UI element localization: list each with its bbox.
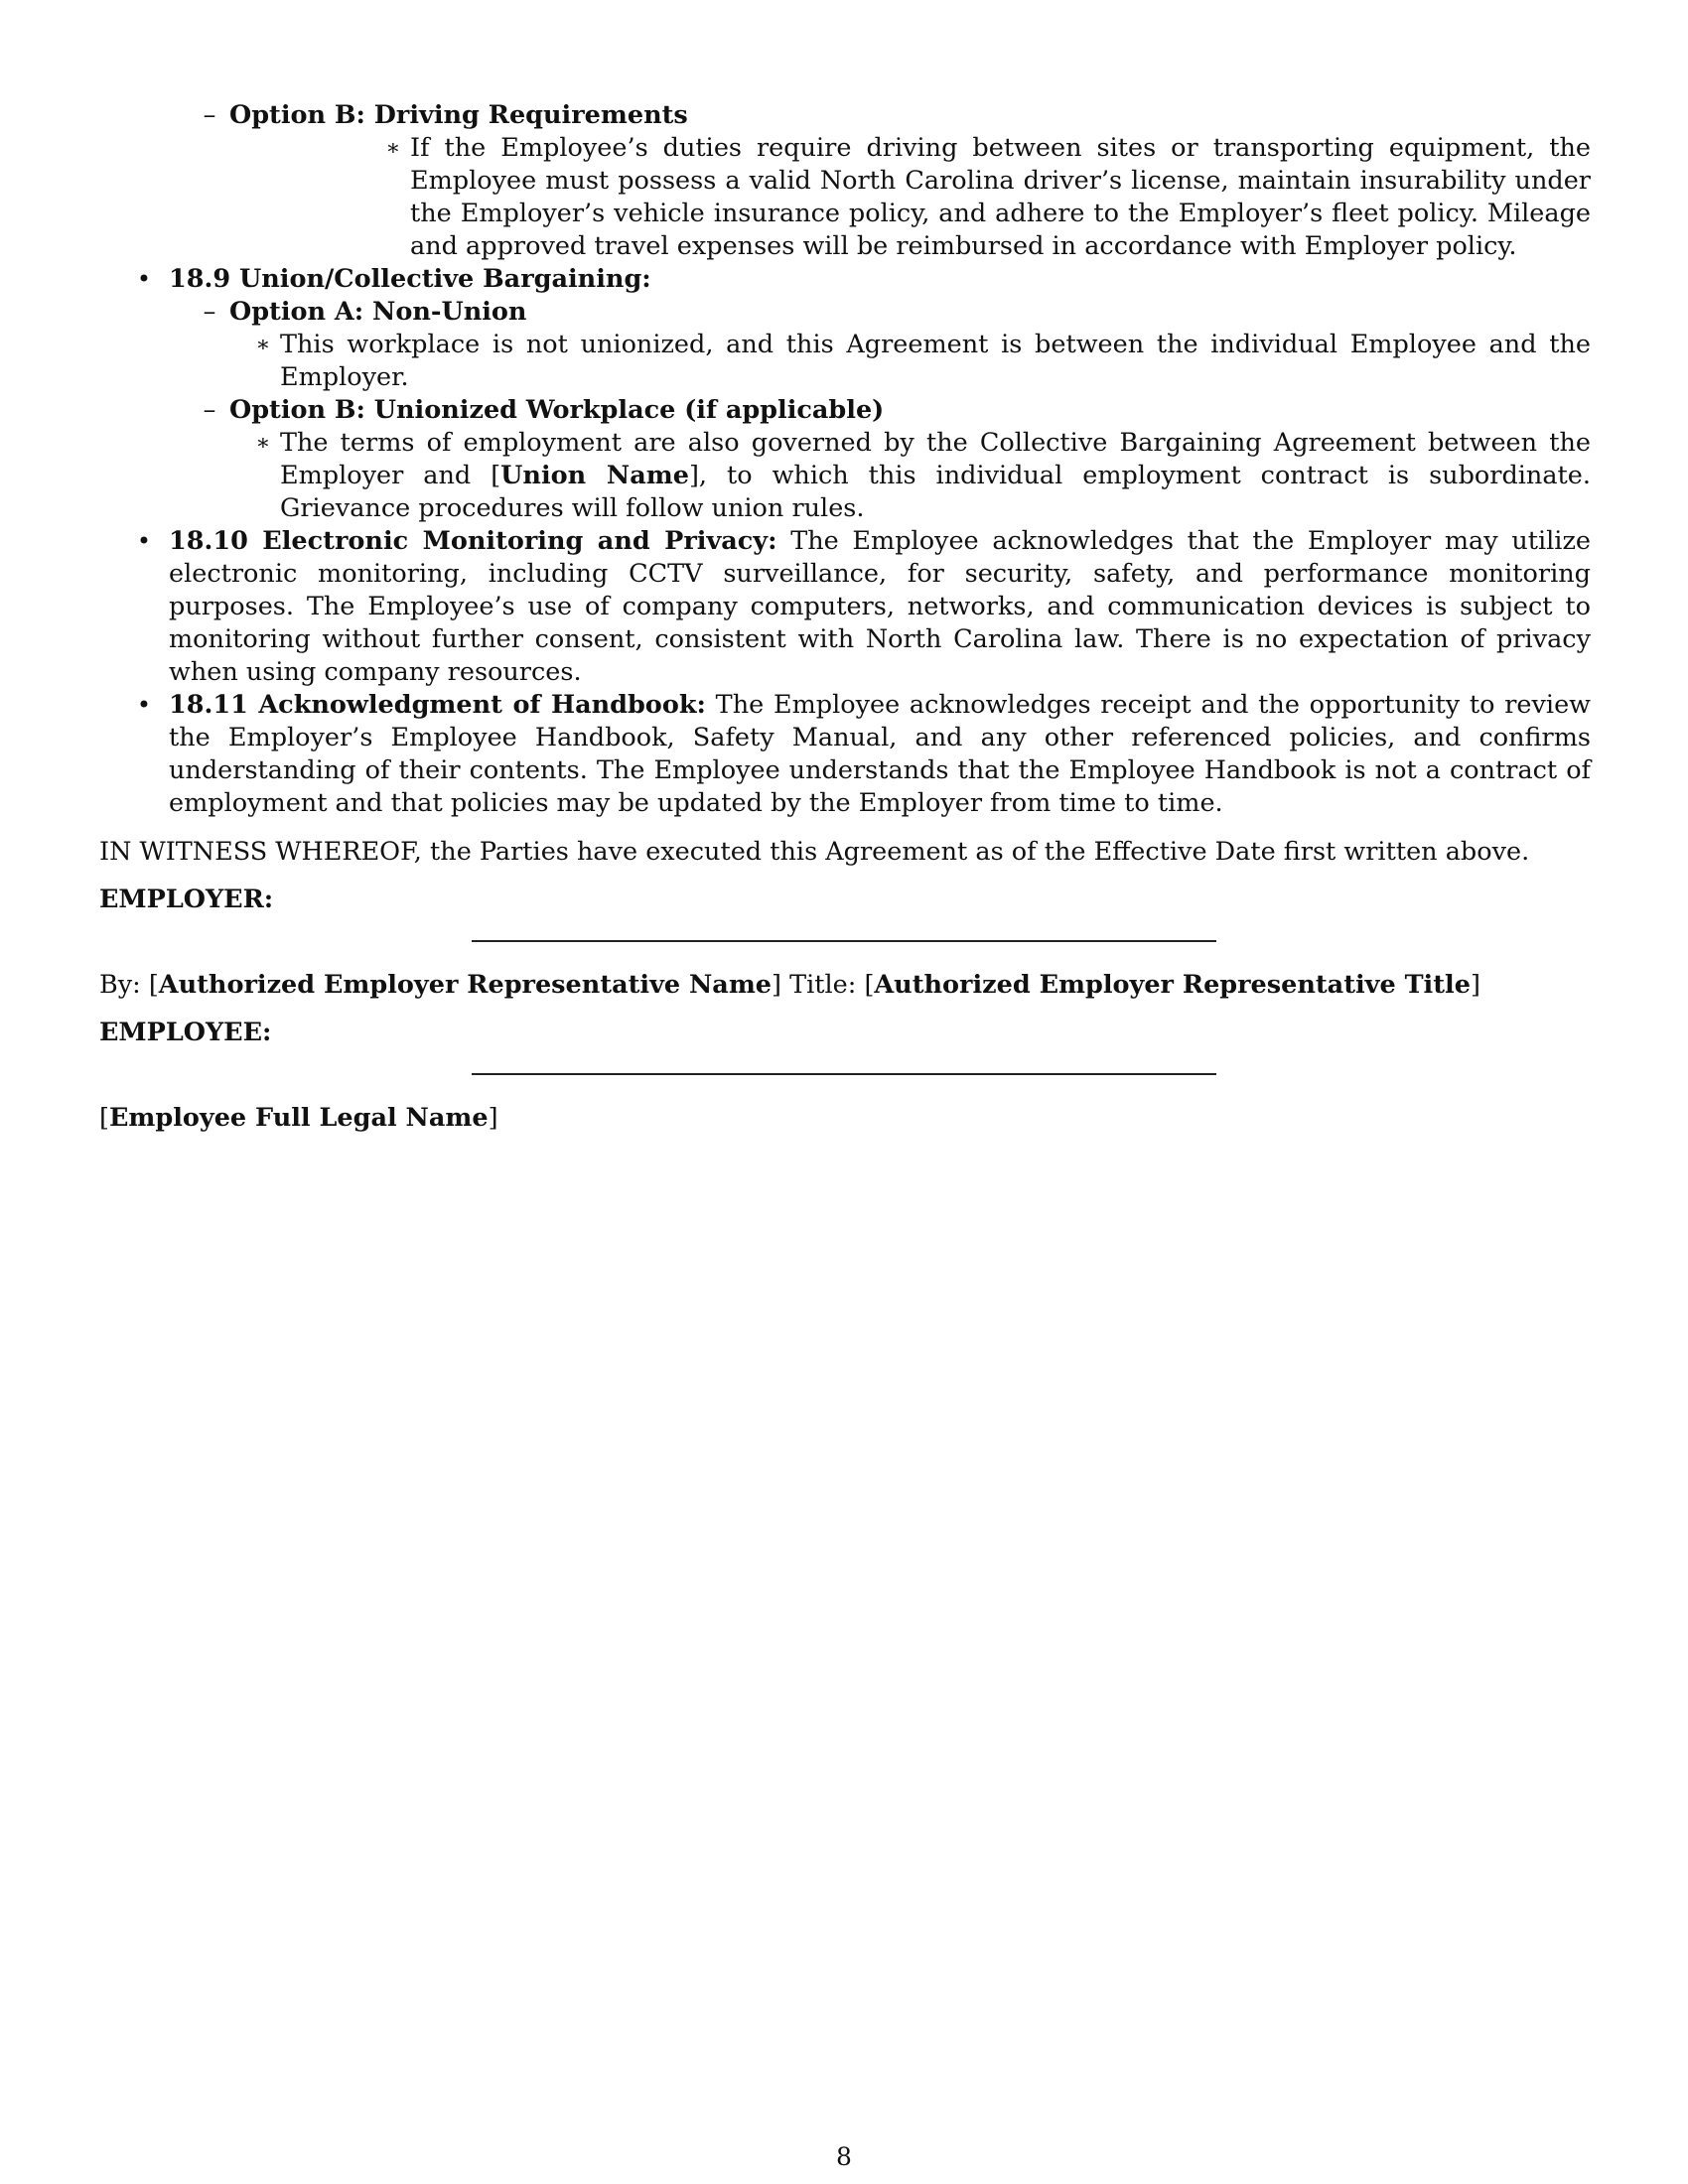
asterisk-marker: ∗ (255, 431, 271, 456)
clause-18-10-text: The Employee acknowledges that the Employer may utilize electronic monitoring, including CCTV surveillance, for security, safety, and performance monitoring purposes. The Employee’s use of company computers, networks, and communication devices is subject to monitoring without further consent, consistent with North Carolina law. There is no expectation of privacy when using company resources. (169, 526, 1591, 687)
option-unionized-heading: Option B: Unionized Workplace (if applicable) (229, 395, 885, 425)
clause-list (99, 99, 1591, 820)
clause-18-10 (99, 525, 1591, 689)
option-non-union (99, 296, 1591, 329)
employer-label: EMPLOYER: (99, 885, 274, 914)
dash-marker: – (203, 395, 216, 425)
asterisk-marker: ∗ (385, 136, 401, 161)
employer-signature-line (472, 940, 1216, 942)
option-unionized-text-after: ], to which this individual employment contract is subordinate. Grievance procedures will follow union rules. (280, 461, 1591, 523)
page-number: 8 (836, 2142, 852, 2171)
title-label: ] Title: [ (772, 970, 875, 1000)
open-bracket: [ (99, 1103, 109, 1133)
employer-rep-name: Authorized Employer Representative Name (158, 970, 773, 1000)
dash-marker: – (203, 100, 216, 130)
clause-18-10-heading: 18.10 Electronic Monitoring and Privacy: (169, 526, 777, 556)
union-name-placeholder: Union Name (500, 461, 689, 490)
option-unionized-item (99, 427, 1591, 525)
bullet-marker: • (136, 265, 152, 293)
employee-name-line (99, 1102, 1591, 1135)
option-non-union-item (99, 329, 1591, 394)
by-label: By: [ (99, 970, 159, 1000)
document-page (99, 99, 1591, 1135)
option-driving (99, 99, 1591, 263)
option-driving-item (229, 132, 1591, 263)
employee-label: EMPLOYEE: (99, 1018, 272, 1047)
option-non-union-heading: Option A: Non-Union (229, 297, 527, 327)
employee-signature-line (472, 1073, 1216, 1075)
asterisk-marker: ∗ (255, 333, 271, 357)
witness-statement: IN WITNESS WHEREOF, the Parties have executed this Agreement as of the Effective Date first written above. (99, 837, 1530, 867)
option-unionized-text-before: The terms of employment are also governed by the Collective Bargaining Agreement between the Employer and [ (280, 428, 1591, 490)
clause-18-11-heading: 18.11 Acknowledgment of Handbook: (169, 690, 706, 720)
option-driving-text: If the Employee’s duties require driving between sites or transporting equipment, the Employee must possess a valid North Carolina driver’s license, maintain insurability under the Employer’s vehicle insurance policy, and adhere to the Employer’s fleet policy. Mileage and approved travel expenses will be reimbursed in accordance with Employer policy. (410, 133, 1591, 261)
bullet-marker: • (136, 691, 152, 719)
clause-18-11 (99, 689, 1591, 820)
option-unionized (99, 394, 1591, 427)
dash-marker: – (203, 297, 216, 327)
employer-by-line (99, 969, 1591, 1002)
option-driving-heading: Option B: Driving Requirements (229, 100, 688, 130)
clause-18-11-text: The Employee acknowledges receipt and the opportunity to review the Employer’s Employee Handbook, Safety Manual, and any other referenced policies, and confirms understanding of their contents. The Employee understands that the Employee Handbook is not a contract of employment and that policies may be updated by the Employer from time to time. (169, 690, 1591, 818)
employer-rep-title: Authorized Employer Representative Title (874, 970, 1471, 1000)
close-bracket: ] (488, 1103, 498, 1133)
employee-full-name: Employee Full Legal Name (108, 1103, 489, 1133)
close-bracket: ] (1470, 970, 1480, 1000)
option-non-union-text: This workplace is not unionized, and this Agreement is between the individual Employee and the Employer. (280, 330, 1591, 392)
clause-18-9 (99, 263, 1591, 296)
bullet-marker: • (136, 527, 152, 555)
clause-18-9-heading: 18.9 Union/Collective Bargaining: (169, 264, 651, 294)
